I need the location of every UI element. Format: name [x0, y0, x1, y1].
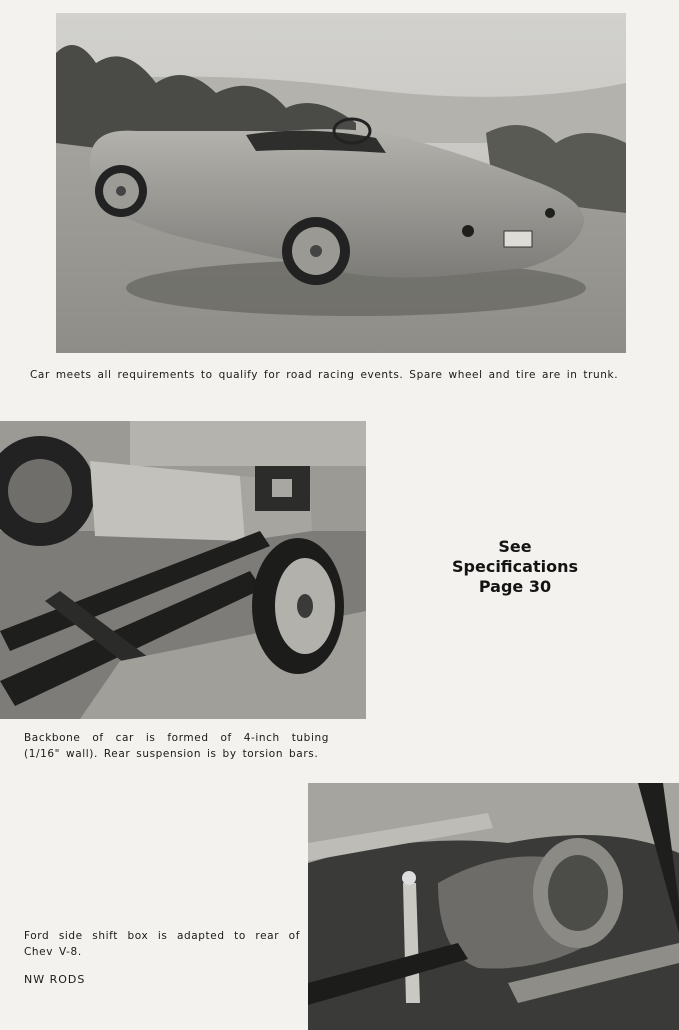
callout-line-1: See [498, 537, 532, 556]
callout-line-3: Page 30 [478, 577, 552, 596]
roadster-photo [56, 13, 626, 353]
gearbox-photo [308, 783, 679, 1030]
callout-line-2: Specifications [452, 557, 578, 576]
chassis-caption: Backbone of car is formed of 4-inch tubing (1/16" wall). Rear suspension is by torsion bars. [24, 732, 329, 760]
specifications-callout [430, 537, 600, 597]
chassis-photo [0, 421, 366, 719]
gearbox-caption: Ford side shift box is adapted to rear of Chev V-8. [24, 930, 300, 958]
publication-footer: NW RODS [24, 973, 86, 986]
roadster-caption: Car meets all requirements to qualify for road racing events. Spare wheel and tire are in trunk. [30, 369, 619, 381]
